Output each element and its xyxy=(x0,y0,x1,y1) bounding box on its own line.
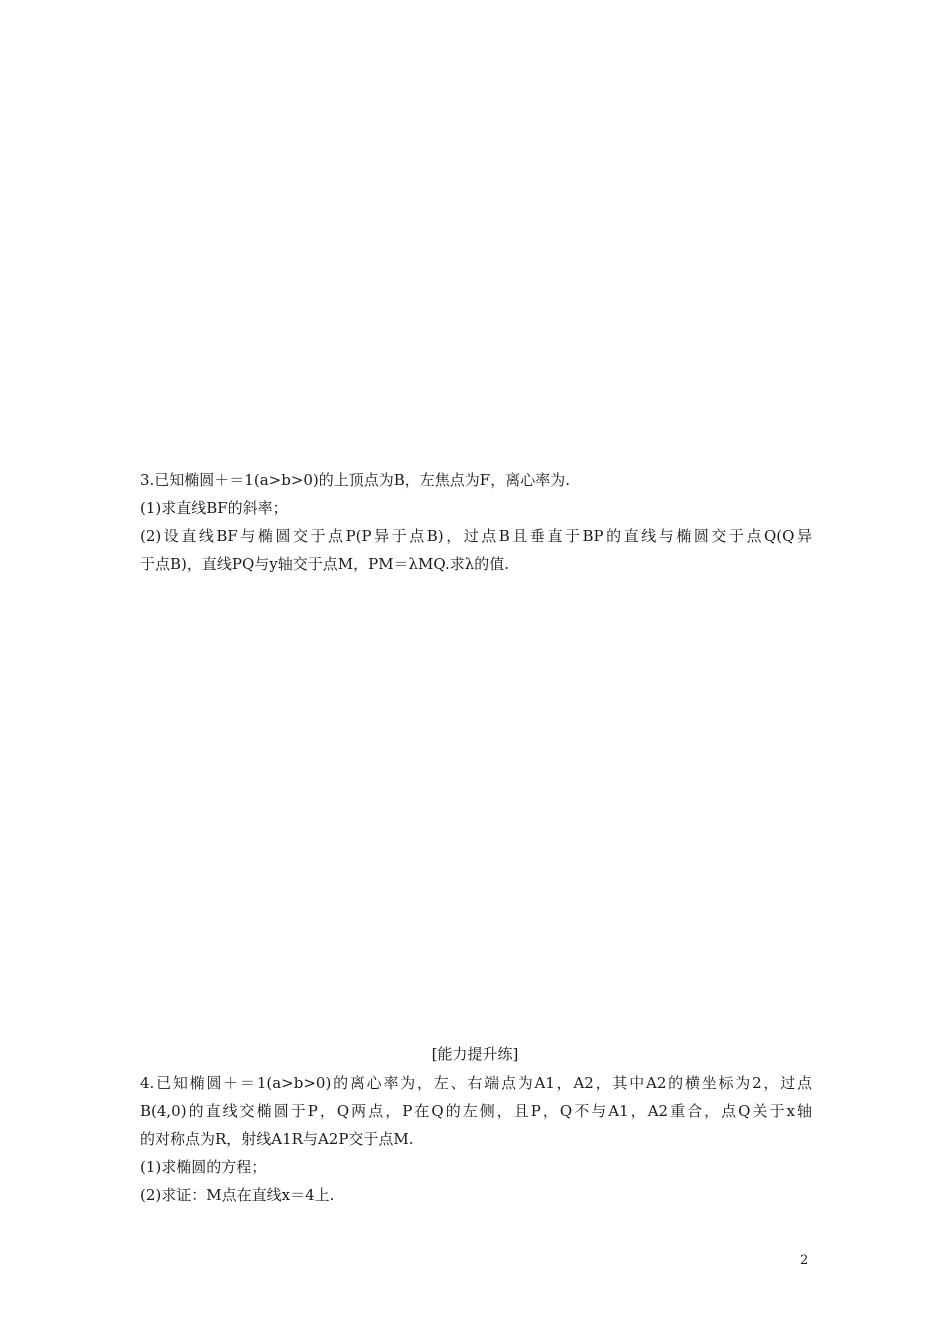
problem-4-line-3: 的对称点为R，射线A1R与A2P交于点M. xyxy=(140,1130,414,1148)
problem-3 xyxy=(140,466,812,578)
problem-4-part-2: (2)求证：M点在直线x＝4上. xyxy=(140,1186,335,1204)
problem-3-part-2-line-2: 于点B)，直线PQ与y轴交于点M，PM＝λMQ.求λ的值. xyxy=(140,555,510,573)
page-number: 2 xyxy=(800,1253,809,1268)
section-heading: [能力提升练] xyxy=(431,1045,519,1063)
problem-4-line-1: 4.已知椭圆＋＝1(a>b>0)的离心率为，左、右端点为A1，A2，其中A2的横坐标为2，过点 xyxy=(140,1074,812,1092)
problem-3-part-1: (1)求直线BF的斜率； xyxy=(140,499,288,517)
problem-3-part-2-line-1: (2)设直线BF与椭圆交于点P(P异于点B)，过点B且垂直于BP的直线与椭圆交于点Q(Q异 xyxy=(140,527,812,545)
problem-4-line-2: B(4,0)的直线交椭圆于P，Q两点，P在Q的左侧，且P，Q不与A1，A2重合，点Q关于x轴 xyxy=(140,1102,812,1120)
problem-3-intro: 3.已知椭圆＋＝1(a>b>0)的上顶点为B，左焦点为F，离心率为. xyxy=(140,471,570,489)
problem-4-part-1: (1)求椭圆的方程； xyxy=(140,1158,267,1176)
problem-4 xyxy=(140,1069,812,1209)
